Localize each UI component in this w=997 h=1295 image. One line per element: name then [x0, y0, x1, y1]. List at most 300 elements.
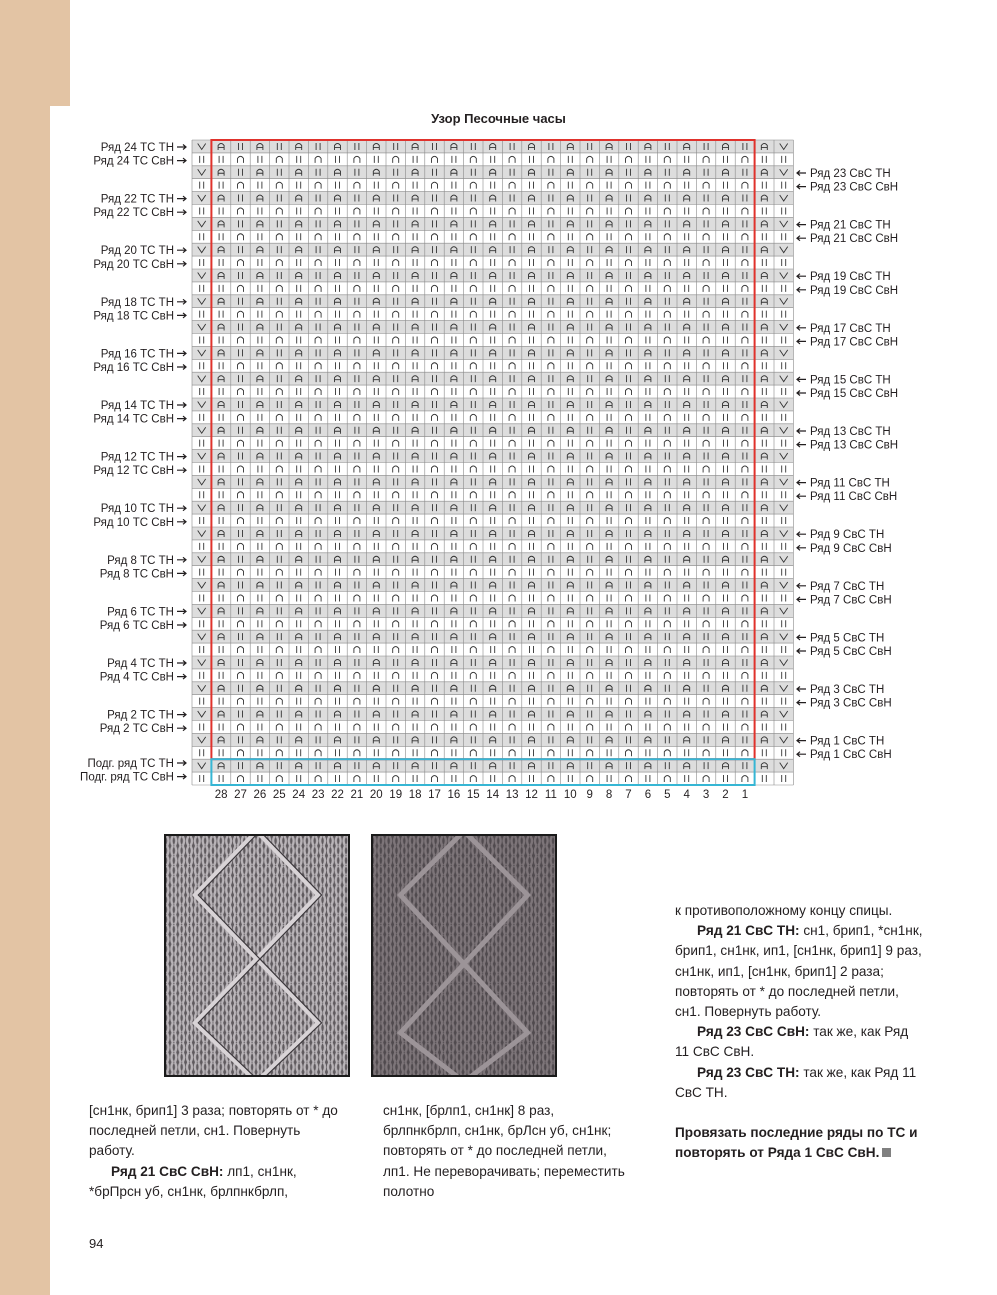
stitch-symbol: [646, 311, 650, 318]
left-arrow-icon: [797, 442, 806, 447]
stitch-symbol: [762, 672, 766, 679]
stitch-symbol: [509, 569, 515, 576]
stitch-symbol: [297, 311, 301, 318]
stitch-symbol: [452, 491, 456, 498]
right-row-label: Ряд 15 СвС СвН: [810, 388, 899, 400]
stitch-symbol: [276, 543, 282, 550]
stitch-symbol: [626, 647, 632, 654]
stitch-symbol: [393, 569, 399, 576]
stitch-symbol: [200, 491, 204, 498]
stitch-symbol: [664, 698, 670, 705]
stitch-symbol: [297, 749, 301, 756]
stitch-symbol: [782, 491, 786, 498]
right-arrow-icon: [177, 609, 186, 614]
stitch-symbol: [452, 311, 456, 318]
stitch-symbol: [762, 543, 766, 550]
stitch-symbol: [452, 723, 456, 730]
stitch-symbol: [530, 207, 534, 214]
right-row-label: Ряд 9 СвС СвН: [810, 542, 892, 555]
right-arrow-icon: [177, 571, 186, 576]
stitch-symbol: [238, 414, 244, 421]
stitch-number: 13: [505, 789, 519, 801]
stitch-symbol: [530, 698, 534, 705]
stitch-symbol: [432, 337, 438, 344]
stitch-symbol: [452, 775, 456, 782]
stitch-symbol: [354, 776, 360, 783]
left-row-labels: [80, 142, 186, 784]
stitch-symbol: [626, 698, 632, 705]
stitch-symbol: [354, 492, 360, 499]
stitch-symbol: [297, 543, 301, 550]
stitch-symbol: [393, 311, 399, 318]
stitch-symbol: [200, 723, 204, 730]
stitch-symbol: [509, 518, 515, 525]
stitch-symbol: [509, 647, 515, 654]
stitch-symbol: [724, 156, 728, 163]
right-row-label: Ряд 23 СвС СвН: [810, 181, 899, 194]
right-row-label: Ряд 3 СвС СвН: [810, 697, 892, 710]
stitch-symbol: [315, 414, 321, 421]
stitch-symbol: [452, 362, 456, 369]
right-arrow-icon: [177, 761, 186, 766]
stitch-symbol: [742, 182, 748, 189]
stitch-symbol: [664, 776, 670, 783]
stitch-symbol: [238, 208, 244, 215]
stitch-symbol: [724, 336, 728, 343]
stitch-symbol: [742, 363, 748, 370]
stitch-symbol: [587, 492, 593, 499]
stitch-symbol: [587, 389, 593, 396]
stitch-symbol: [491, 182, 495, 189]
right-arrow-icon: [177, 416, 186, 421]
stitch-symbol: [703, 750, 709, 757]
stitch-symbol: [354, 595, 360, 602]
left-row-label: Ряд 8 ТС СвН: [99, 568, 174, 581]
stitch-symbol: [200, 440, 204, 447]
stitch-symbol: [509, 466, 515, 473]
left-row-label: Ряд 16 ТС СвН: [93, 362, 174, 374]
stitch-symbol: [646, 620, 650, 627]
stitch-number: 27: [234, 789, 247, 801]
stitch-symbol: [432, 647, 438, 654]
stitch-symbol: [703, 260, 709, 267]
stitch-symbol: [646, 517, 650, 524]
paragraph: к противоположному концу спицы.: [675, 903, 893, 918]
stitch-symbol: [238, 595, 244, 602]
stitch-symbol: [646, 698, 650, 705]
stitch-symbol: [491, 517, 495, 524]
stitch-symbol: [509, 337, 515, 344]
right-row-label: Ряд 5 СвС СвН: [810, 646, 892, 658]
stitch-symbol: [782, 362, 786, 369]
stitch-symbol: [470, 182, 476, 189]
stitch-symbol: [742, 543, 748, 550]
right-row-label: Ряд 17 СвС ТН: [810, 322, 891, 335]
stitch-symbol: [782, 440, 786, 447]
stitch-symbol: [607, 182, 611, 189]
stitch-symbol: [374, 749, 378, 756]
stitch-symbol: [336, 723, 340, 730]
stitch-symbol: [297, 440, 301, 447]
stitch-symbol: [374, 543, 378, 550]
shaded-row: [192, 140, 793, 153]
stitch-symbol: [664, 518, 670, 525]
stitch-symbol: [530, 775, 534, 782]
text-column-1: [89, 1101, 339, 1202]
stitch-symbol: [354, 647, 360, 654]
left-row-label: Ряд 2 ТС ТН: [107, 709, 174, 722]
stitch-symbol: [530, 465, 534, 472]
stitch-symbol: [509, 595, 515, 602]
stitch-symbol: [548, 311, 554, 318]
stitch-symbol: [548, 363, 554, 370]
row-label: Ряд 21 СвС ТН:: [697, 923, 800, 939]
shaded-row: [192, 346, 793, 359]
stitch-number: 20: [369, 789, 383, 801]
stitch-symbol: [258, 156, 262, 163]
right-row-label: Ряд 7 СвС ТН: [810, 580, 885, 593]
right-arrow-icon: [177, 158, 186, 163]
stitch-symbol: [315, 595, 321, 602]
left-row-label: Ряд 2 ТС СвН: [99, 723, 174, 736]
stitch-symbol: [470, 672, 476, 679]
stitch-symbol: [703, 698, 709, 705]
stitch-symbol: [587, 466, 593, 473]
stitch-number: 23: [311, 789, 325, 801]
stitch-symbol: [238, 389, 244, 396]
stitch-symbol: [413, 414, 417, 421]
stitch-symbol: [491, 336, 495, 343]
stitch-symbol: [315, 363, 321, 370]
stitch-symbol: [276, 776, 282, 783]
stitch-symbol: [219, 207, 223, 214]
stitch-symbol: [219, 336, 223, 343]
stitch-symbol: [530, 414, 534, 421]
stitch-symbol: [568, 749, 572, 756]
paragraph-text: лп1, сн1нк, *брПрсн уб, сн1нк, брлпнкбрлп,: [89, 1163, 297, 1199]
stitch-number: 6: [644, 789, 652, 801]
stitch-symbol: [685, 285, 689, 292]
stitch-symbol: [238, 724, 244, 731]
stitch-symbol: [568, 517, 572, 524]
stitch-symbol: [587, 156, 593, 163]
stitch-symbol: [297, 259, 301, 266]
stitch-symbol: [703, 208, 709, 215]
stitch-symbol: [548, 337, 554, 344]
stitch-symbol: [607, 698, 611, 705]
stitch-symbol: [258, 749, 262, 756]
shaded-row: [192, 166, 793, 179]
stitch-symbol: [452, 285, 456, 292]
stitch-symbol: [762, 698, 766, 705]
stitch-symbol: [297, 182, 301, 189]
stitch-symbol: [587, 363, 593, 370]
stitch-symbol: [258, 311, 262, 318]
stitch-symbol: [646, 182, 650, 189]
stitch-symbol: [219, 594, 223, 601]
stitch-symbol: [200, 646, 204, 653]
shaded-row: [192, 656, 793, 669]
stitch-symbol: [685, 336, 689, 343]
stitch-symbol: [782, 543, 786, 550]
stitch-symbol: [432, 363, 438, 370]
stitch-symbol: [646, 414, 650, 421]
stitch-symbol: [646, 491, 650, 498]
stitch-symbol: [452, 259, 456, 266]
stitch-number: 15: [466, 789, 480, 801]
stitch-symbol: [742, 569, 748, 576]
shaded-row: [192, 630, 793, 643]
final-instruction-text: Провязать последние ряды по ТС и повторять от Ряда 1 СвС СвН.: [675, 1125, 918, 1161]
stitch-symbol: [276, 647, 282, 654]
stitch-symbol: [530, 440, 534, 447]
stitch-symbol: [374, 517, 378, 524]
stitch-symbol: [276, 595, 282, 602]
stitch-symbol: [587, 750, 593, 757]
stitch-symbol: [703, 569, 709, 576]
paragraph: [89, 1162, 339, 1202]
paragraph-text: так же, как Ряд 11 СвС СвН.: [675, 1024, 909, 1060]
stitch-symbol: [685, 233, 689, 240]
stitch-symbol: [626, 569, 632, 576]
stitch-symbol: [219, 156, 223, 163]
stitch-symbol: [238, 543, 244, 550]
stitch-symbol: [548, 518, 554, 525]
stitch-symbol: [297, 465, 301, 472]
stitch-symbol: [219, 698, 223, 705]
stitch-symbol: [724, 569, 728, 576]
stitch-symbol: [626, 414, 632, 421]
stitch-symbol: [782, 698, 786, 705]
stitch-symbol: [297, 594, 301, 601]
stitch-symbol: [626, 363, 632, 370]
stitch-number: 26: [253, 789, 267, 801]
stitch-symbol: [393, 260, 399, 267]
stitch-symbol: [354, 363, 360, 370]
stitch-symbol: [530, 672, 534, 679]
stitch-symbol: [393, 492, 399, 499]
stitch-symbol: [238, 440, 244, 447]
stitch-symbol: [646, 388, 650, 395]
stitch-symbol: [393, 440, 399, 447]
stitch-symbol: [258, 723, 262, 730]
stitch-symbol: [646, 569, 650, 576]
stitch-symbol: [452, 543, 456, 550]
stitch-symbol: [724, 517, 728, 524]
right-arrow-icon: [177, 774, 186, 779]
stitch-symbol: [315, 337, 321, 344]
stitch-symbol: [626, 518, 632, 525]
stitch-symbol: [626, 208, 632, 215]
stitch-symbol: [626, 337, 632, 344]
stitch-symbol: [219, 259, 223, 266]
stitch-symbol: [762, 491, 766, 498]
stitch-symbol: [200, 156, 204, 163]
right-arrow-icon: [177, 506, 186, 511]
stitch-symbol: [238, 234, 244, 241]
stitch-symbol: [762, 723, 766, 730]
stitch-symbol: [258, 362, 262, 369]
stitch-symbol: [626, 492, 632, 499]
stitch-symbol: [258, 491, 262, 498]
stitch-symbol: [607, 311, 611, 318]
stitch-symbol: [219, 285, 223, 292]
stitch-symbol: [354, 208, 360, 215]
stitch-symbol: [742, 698, 748, 705]
stitch-symbol: [742, 260, 748, 267]
stitch-symbol: [530, 517, 534, 524]
stitch-symbol: [530, 285, 534, 292]
stitch-symbol: [276, 440, 282, 447]
stitch-symbol: [413, 259, 417, 266]
stitch-symbol: [742, 750, 748, 757]
stitch-symbol: [491, 594, 495, 601]
stitch-symbol: [782, 465, 786, 472]
stitch-symbol: [276, 724, 282, 731]
stitch-symbol: [219, 388, 223, 395]
stitch-symbol: [315, 543, 321, 550]
stitch-symbol: [782, 388, 786, 395]
stitch-symbol: [587, 518, 593, 525]
stitch-symbol: [607, 775, 611, 782]
stitch-symbol: [548, 414, 554, 421]
left-row-label: Ряд 10 ТС СвН: [93, 516, 174, 529]
stitch-symbol: [587, 595, 593, 602]
stitch-symbol: [530, 491, 534, 498]
left-row-label: Ряд 22 ТС ТН: [100, 193, 174, 206]
stitch-symbol: [491, 465, 495, 472]
stitch-symbol: [452, 620, 456, 627]
stitch-symbol: [238, 672, 244, 679]
right-arrow-icon: [177, 299, 186, 304]
right-arrow-icon: [177, 145, 186, 150]
stitch-symbol: [782, 311, 786, 318]
stitch-symbol: [238, 156, 244, 163]
stitch-symbol: [685, 543, 689, 550]
stitch-symbol: [297, 569, 301, 576]
stitch-symbol: [646, 723, 650, 730]
stitch-symbol: [336, 336, 340, 343]
left-arrow-icon: [797, 687, 806, 692]
stitch-symbol: [626, 156, 632, 163]
stitch-symbol: [646, 672, 650, 679]
left-arrow-icon: [797, 184, 806, 189]
stitch-symbol: [315, 156, 321, 163]
left-arrow-icon: [797, 171, 806, 176]
stitch-symbol: [626, 672, 632, 679]
stitch-symbol: [315, 260, 321, 267]
right-arrow-icon: [177, 519, 186, 524]
stitch-symbol: [393, 208, 399, 215]
stitch-symbol: [685, 414, 689, 421]
stitch-symbol: [762, 749, 766, 756]
stitch-symbol: [568, 672, 572, 679]
stitch-symbol: [336, 285, 340, 292]
stitch-symbol: [703, 492, 709, 499]
stitch-symbol: [354, 518, 360, 525]
stitch-symbol: [491, 569, 495, 576]
stitch-symbol: [724, 749, 728, 756]
stitch-symbol: [530, 156, 534, 163]
stitch-number: 2: [722, 789, 729, 801]
stitch-symbol: [413, 465, 417, 472]
stitch-symbol: [413, 594, 417, 601]
stitch-symbol: [315, 518, 321, 525]
stitch-symbol: [782, 182, 786, 189]
right-arrow-icon: [177, 468, 186, 473]
stitch-symbol: [276, 698, 282, 705]
stitch-symbol: [413, 672, 417, 679]
left-arrow-icon: [797, 339, 806, 344]
stitch-symbol: [587, 182, 593, 189]
stitch-symbol: [491, 491, 495, 498]
stitch-symbol: [782, 646, 786, 653]
stitch-symbol: [724, 672, 728, 679]
right-row-label: Ряд 5 СвС ТН: [810, 632, 885, 645]
stitch-symbol: [374, 207, 378, 214]
left-arrow-icon: [797, 274, 806, 279]
stitch-symbol: [703, 647, 709, 654]
stitch-symbol: [607, 207, 611, 214]
stitch-symbol: [393, 595, 399, 602]
stitch-symbol: [782, 620, 786, 627]
stitch-symbol: [470, 776, 476, 783]
stitch-symbol: [548, 647, 554, 654]
stitch-symbol: [548, 466, 554, 473]
stitch-number: 14: [486, 789, 500, 801]
stitch-symbol: [354, 672, 360, 679]
stitch-symbol: [315, 285, 321, 292]
stitch-symbol: [336, 672, 340, 679]
left-arrow-icon: [797, 545, 806, 550]
stitch-symbol: [336, 698, 340, 705]
stitch-symbol: [354, 285, 360, 292]
stitch-number: 9: [586, 789, 593, 801]
stitch-symbol: [509, 156, 515, 163]
stitch-symbol: [200, 388, 204, 395]
stitch-symbol: [374, 723, 378, 730]
stitch-symbol: [200, 465, 204, 472]
stitch-symbol: [664, 543, 670, 550]
stitch-symbol: [491, 233, 495, 240]
stitch-symbol: [491, 285, 495, 292]
stitch-symbol: [530, 388, 534, 395]
stitch-symbol: [724, 311, 728, 318]
stitch-symbol: [646, 440, 650, 447]
stitch-symbol: [276, 621, 282, 628]
stitch-symbol: [374, 182, 378, 189]
stitch-number: 10: [563, 789, 577, 801]
stitch-symbol: [646, 233, 650, 240]
right-arrow-icon: [177, 712, 186, 717]
stitch-symbol: [315, 647, 321, 654]
stitch-symbol: [413, 517, 417, 524]
stitch-symbol: [374, 440, 378, 447]
stitch-symbol: [470, 156, 476, 163]
stitch-symbol: [200, 620, 204, 627]
right-arrow-icon: [177, 403, 186, 408]
stitch-symbol: [200, 285, 204, 292]
stitch-symbol: [258, 465, 262, 472]
stitch-symbol: [491, 156, 495, 163]
stitch-symbol: [470, 208, 476, 215]
stitch-symbol: [782, 285, 786, 292]
left-arrow-icon: [797, 480, 806, 485]
stitch-symbol: [762, 336, 766, 343]
shaded-row: [192, 527, 793, 540]
stitch-symbol: [548, 285, 554, 292]
stitch-symbol: [742, 156, 748, 163]
